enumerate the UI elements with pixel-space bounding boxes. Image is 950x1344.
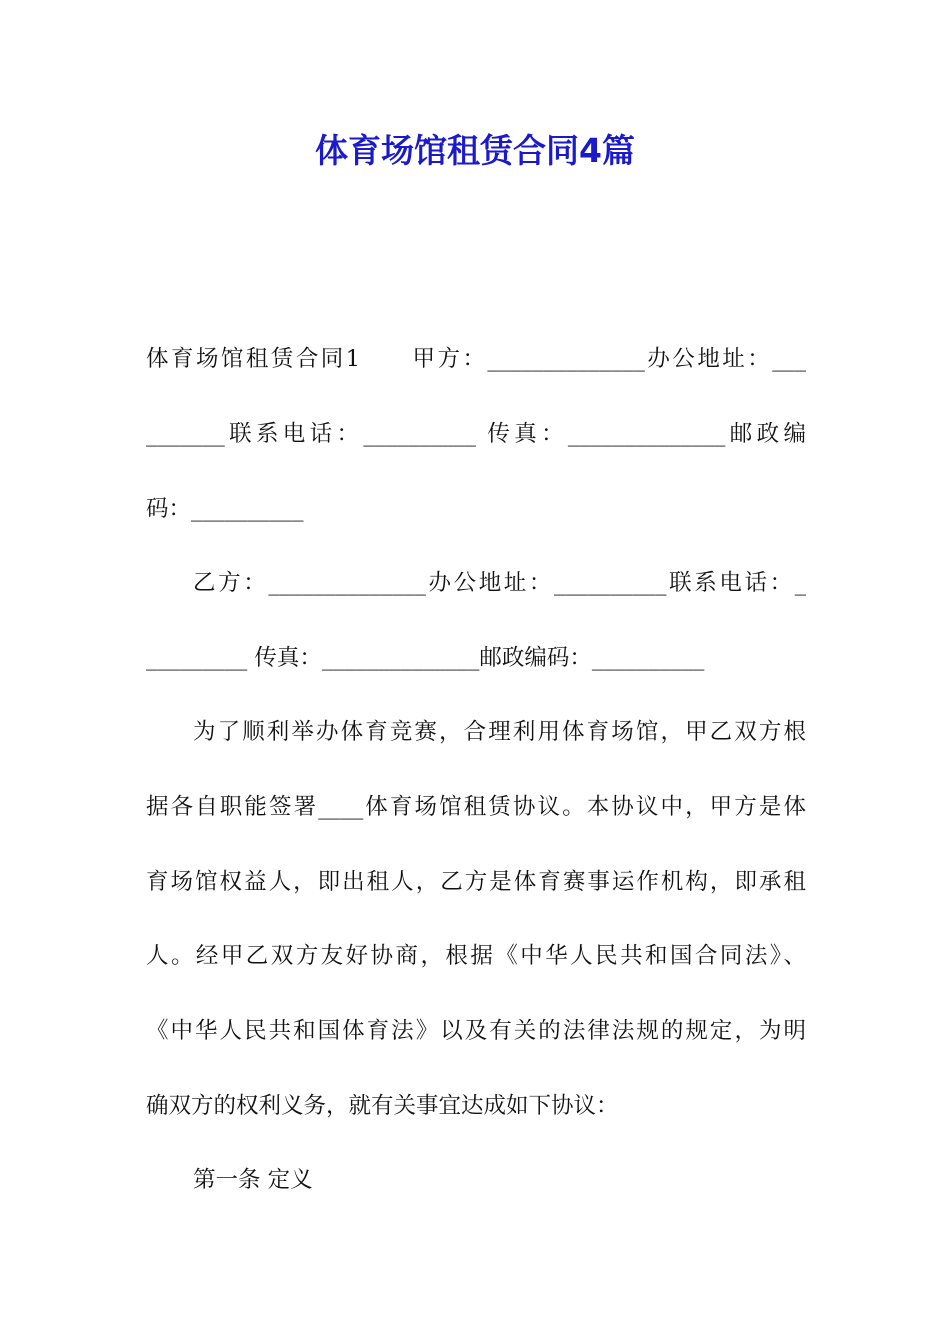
text-line-party-a-info: 体育场馆租赁合同1 甲方：______________办公地址：___ [146, 346, 806, 372]
paragraph-intro-line-3: 育场馆权益人，即出租人，乙方是体育赛事运作机构，即承租 [146, 869, 806, 895]
document-title: 体育场馆租赁合同4篇 [315, 131, 635, 170]
paragraph-intro-line-5: 《中华人民共和国体育法》以及有关的法律法规的规定，为明 [146, 1018, 806, 1044]
paragraph-intro-line-2: 据各自职能签署____体育场馆租赁协议。本协议中，甲方是体 [146, 794, 806, 820]
paragraph-intro-line-6: 确双方的权利义务，就有关事宜达成如下协议： [146, 1093, 619, 1119]
text-line-party-a-postcode: 码：__________ [146, 496, 304, 522]
text-line-party-b-contact: _________ 传真：______________邮政编码：__________ [146, 645, 705, 671]
text-line-party-b-info: 乙方：______________办公地址：__________联系电话：_ [193, 570, 806, 596]
paragraph-intro-line-4: 人。经甲乙双方友好协商，根据《中华人民共和国合同法》、 [146, 943, 806, 969]
paragraph-intro-line-1: 为了顺利举办体育竞赛，合理利用体育场馆，甲乙双方根 [193, 719, 806, 745]
section-heading-article-1: 第一条 定义 [193, 1167, 313, 1193]
text-line-party-a-contact: _______联系电话：__________ 传真：______________邮政编 [146, 421, 806, 447]
